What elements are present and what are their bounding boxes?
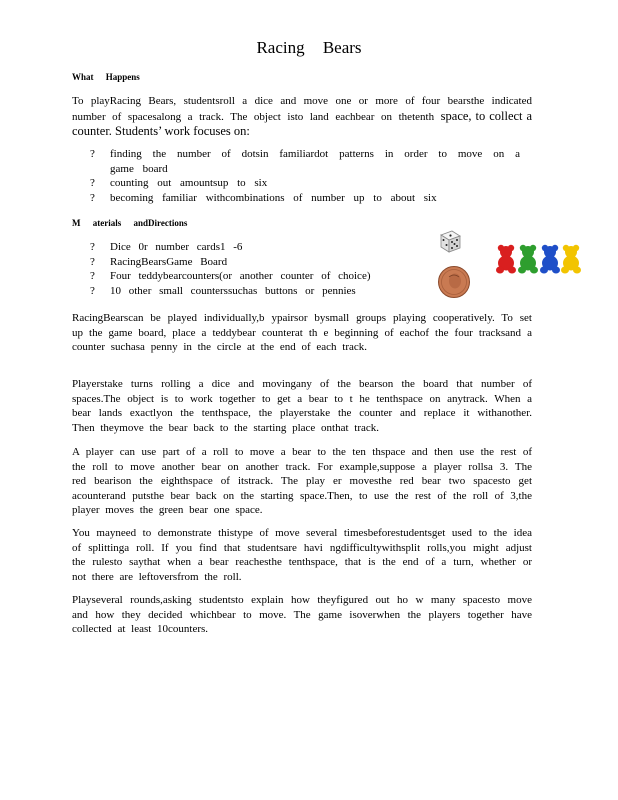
intro-text-a: To playRacing Bears, studentsroll a dice and move one or more of four bearsthe indicated number of spacesalong a track. The object isto land eachbear on thetenth — [72, 95, 532, 123]
bullet-glyph: ? — [90, 284, 95, 297]
bullet-glyph: ? — [90, 191, 95, 204]
list-item: ? 10 other small counterssuchas buttons or pennies — [90, 284, 356, 297]
list-item: ? finding the number of dotsin familiardot patterns in order to move on a game board — [90, 148, 520, 175]
intro-text-b: space, to collect a counter. Students’ work focuses on: — [72, 108, 533, 139]
paragraph-split-roll: A player can use part of a roll to move a bear to the ten thspace and then use the rest of the roll to move another bear on another track. For example,suppose a player rollsa 3. The red bearison the eighthspace of itstrack. The play er movesthe red bear two spacesto get acounterand putsthe bear back on the starting space.Then, to use the rest of the roll of 3,the player moves the green bear one space. — [72, 446, 532, 517]
bullet-glyph: ? — [90, 241, 95, 253]
penny-icon — [437, 265, 471, 299]
blue-bear-icon — [540, 245, 560, 274]
bullet-glyph: ? — [90, 177, 95, 190]
intro-paragraph — [72, 94, 532, 140]
paragraph-rounds: Playseveral rounds,asking studentsto explain how theyfigured out ho w many spacesto move and how they decided whichbear to move. The game isoverwhen the players together have collected at least 10counters. — [72, 594, 532, 636]
section-heading-what-happens: What Happens — [72, 72, 140, 82]
section-heading-materials: M aterials andDirections — [72, 218, 188, 228]
yellow-bear-icon — [561, 245, 581, 274]
bullet-glyph: ? — [90, 255, 95, 268]
paragraph-demonstrate: You mayneed to demonstrate thistype of move several timesbeforestudentsget used to the idea of splittinga roll. If you find that studentsare havi ngdifficultywithsplit rolls,you might adjust the rulesto saythat when a bear reachesthe tenthspace, that is the end of a turn, whether or not there are leftoversfrom the roll. — [72, 527, 532, 583]
list-item: ? Dice 0r number cards1 -6 — [90, 241, 243, 253]
page-title: Racing Bears — [256, 38, 362, 57]
red-bear-icon — [496, 245, 516, 274]
list-item: ? counting out amountsup to six — [90, 177, 268, 190]
goals-list — [90, 147, 520, 205]
dice-icon — [437, 228, 463, 254]
list-item: ? RacingBearsGame Board — [90, 255, 228, 268]
materials-list — [90, 240, 371, 298]
bullet-glyph: ? — [90, 148, 95, 160]
paragraph-setup: RacingBearscan be played individually,b ypairsor bysmall groups playing cooperatively. To set up the game board, place a teddybear counterat th e beginning of eachof the four tracksand a counter suchasa penny in the circle at the end of each track. — [72, 312, 532, 354]
teddy-bears-icon — [496, 243, 582, 275]
bullet-glyph: ? — [90, 270, 95, 283]
list-item: ? Four teddybearcounters(or another counter of choice) — [90, 270, 371, 283]
list-item: ? becoming familiar withcombinations of number up to about six — [90, 191, 437, 204]
green-bear-icon — [518, 245, 538, 274]
paragraph-turns: Playerstake turns rolling a dice and movingany of the bearson the board that number of spaces.The object is to work together to get a bear to t he tenthspace on anytrack. When a bear lands exactlyon the tenthspace, the playerstake the counter and replace it withanother. Then theymove the bear back to the starting place onthat track. — [72, 378, 532, 434]
